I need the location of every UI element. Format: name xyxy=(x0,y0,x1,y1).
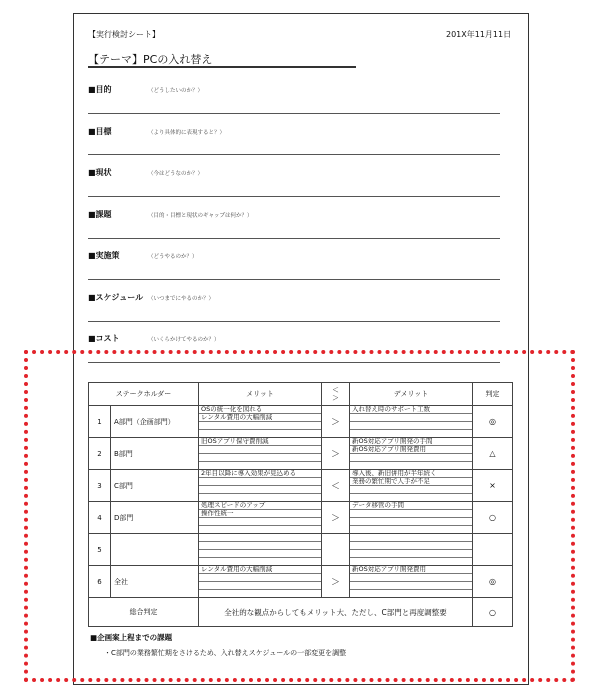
summary-judgment: ○ xyxy=(473,598,513,627)
merit-line: OSの統一化を図れる xyxy=(199,406,321,414)
row-judgment: ◎ xyxy=(473,406,513,438)
demerit-line: 業務の繁忙期で人手が不足 xyxy=(350,478,472,486)
sheet-title: 【実行検討シート】 xyxy=(88,30,160,39)
row-stakeholder: B部門 xyxy=(111,438,199,470)
section-purpose-label: ■目的 xyxy=(88,85,112,94)
theme-title: PCの入れ替え xyxy=(143,53,213,66)
row-judgment: ◎ xyxy=(473,566,513,598)
section-current-hint: （今はどうなのか？） xyxy=(148,171,204,177)
summary-text: 全社的な観点からしてもメリット大、ただし、C部門と再度調整要 xyxy=(199,598,473,627)
row-compare: ＞ xyxy=(322,502,350,534)
demerit-line: 入れ替え時のサポート工数 xyxy=(350,406,472,414)
row-compare: ＞ xyxy=(322,406,350,438)
theme-label: 【テーマ】 xyxy=(88,53,143,66)
row-stakeholder: 全社 xyxy=(111,566,199,598)
row-compare: ＜ xyxy=(322,470,350,502)
row-stakeholder: C部門 xyxy=(111,470,199,502)
section-cost-label: ■コスト xyxy=(88,334,120,343)
issues-title: ■企画案上程までの課題 xyxy=(90,633,173,642)
section-schedule-line xyxy=(88,321,500,322)
merit-line: レンタル費用の大幅削減 xyxy=(199,566,321,574)
row-number: 4 xyxy=(89,502,111,534)
section-measure-label: ■実施策 xyxy=(88,251,120,260)
demerit-line: 新OS対応アプリ開発の手間 xyxy=(350,438,472,446)
row-stakeholder: D部門 xyxy=(111,502,199,534)
section-schedule-hint: （いつまでにやるのか？） xyxy=(148,296,215,302)
section-purpose-hint: （どうしたいのか？） xyxy=(148,88,204,94)
header-merit: メリット xyxy=(199,383,322,406)
section-issue-label: ■課題 xyxy=(88,210,112,219)
summary-label: 総合判定 xyxy=(89,598,199,627)
header-compare: ＜ ＞ xyxy=(322,383,350,406)
row-judgment: × xyxy=(473,470,513,502)
section-measure-line xyxy=(88,279,500,280)
section-measure-hint: （どうやるのか？） xyxy=(148,254,198,260)
section-current-line xyxy=(88,196,500,197)
demerit-line: 新OS対応アプリ開発費用 xyxy=(350,566,472,574)
demerit-line: 新OS対応アプリ開発費用 xyxy=(350,446,472,454)
row-judgment: △ xyxy=(473,438,513,470)
merit-line: 処理スピードのアップ xyxy=(199,502,321,510)
row-number: 5 xyxy=(89,534,111,566)
section-schedule-label: ■スケジュール xyxy=(88,293,144,302)
section-goal-hint: （より具体的に表現すると？） xyxy=(148,130,226,136)
merit-line: レンタル費用の大幅削減 xyxy=(199,414,321,422)
header-demerit: デメリット xyxy=(350,383,473,406)
row-number: 6 xyxy=(89,566,111,598)
row-compare: ＞ xyxy=(322,566,350,598)
demerit-line: 導入後、新旧併用が半年続く xyxy=(350,470,472,478)
theme-heading xyxy=(88,51,212,67)
section-cost-hint: （いくらかけてやるのか？） xyxy=(148,337,220,343)
merit-line: 2年目以降に導入効果が見込める xyxy=(199,470,321,478)
sheet-date: 201X年11月11日 xyxy=(446,30,512,39)
section-issue-line xyxy=(88,238,500,239)
section-goal-line xyxy=(88,154,500,155)
row-number: 1 xyxy=(89,406,111,438)
header-stakeholder: ステークホルダー xyxy=(89,383,199,406)
row-number: 2 xyxy=(89,438,111,470)
section-goal-label: ■目標 xyxy=(88,127,112,136)
issues-item: ・C部門の業務繁忙期をさけるため、入れ替えスケジュールの一部変更を調整 xyxy=(104,649,347,657)
merit-line: 操作性統一 xyxy=(199,510,321,518)
row-compare: ＞ xyxy=(322,438,350,470)
section-issue-hint: （目的・目標と現状のギャップは何か？） xyxy=(148,213,253,219)
demerit-line: データ移管の手間 xyxy=(350,502,472,510)
row-stakeholder: A部門（企画部門） xyxy=(111,406,199,438)
merit-line: 旧OSアプリ保守費削減 xyxy=(199,438,321,446)
section-current-label: ■現状 xyxy=(88,168,112,177)
header-judgment: 判定 xyxy=(473,383,513,406)
theme-underline xyxy=(88,66,356,68)
highlight-dotted-frame xyxy=(24,350,575,682)
row-judgment: ○ xyxy=(473,502,513,534)
row-number: 3 xyxy=(89,470,111,502)
section-purpose-line xyxy=(88,113,500,114)
